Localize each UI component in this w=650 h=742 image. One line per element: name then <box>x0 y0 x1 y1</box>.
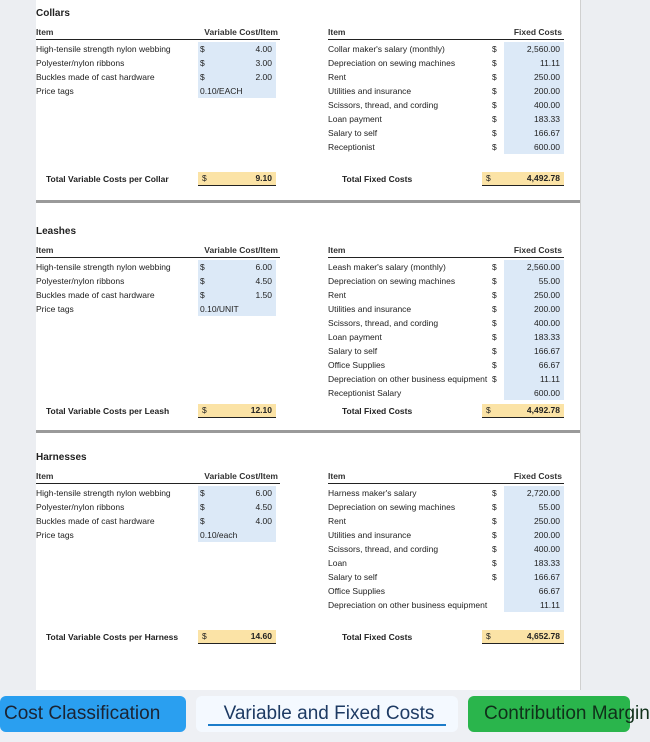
cost-value: 4.00 <box>255 44 272 54</box>
item-label: Loan payment <box>328 332 382 342</box>
item-label: Polyester/nylon ribbons <box>36 502 125 512</box>
tab-label: Variable and Fixed Costs <box>223 703 435 724</box>
variable-cost-row[interactable] <box>36 500 280 514</box>
item-label: Buckles made of cast hardware <box>36 72 155 82</box>
currency-symbol: $ <box>492 332 497 342</box>
item-label: Rent <box>328 290 346 300</box>
fixed-cost-row[interactable] <box>328 528 564 542</box>
variable-cost-row[interactable] <box>36 70 280 84</box>
cost-cell[interactable] <box>504 344 564 358</box>
currency-symbol: $ <box>492 142 497 152</box>
fixed-cost-row[interactable] <box>328 42 564 56</box>
currency-symbol: $ <box>200 276 205 286</box>
currency-symbol: $ <box>492 558 497 568</box>
cost-cell[interactable] <box>504 556 564 570</box>
fixed-cost-row[interactable] <box>328 386 564 400</box>
currency-symbol: $ <box>492 44 497 54</box>
item-label: Buckles made of cast hardware <box>36 516 155 526</box>
cost-value: 11.11 <box>539 600 560 610</box>
total-variable-cell[interactable] <box>198 172 276 186</box>
cost-section <box>36 452 580 642</box>
variable-item-header: Item <box>36 245 54 255</box>
currency-symbol: $ <box>492 516 497 526</box>
item-label: Depreciation on other business equipment <box>328 600 488 610</box>
cost-cell[interactable] <box>198 500 276 514</box>
item-label: Loan payment <box>328 114 382 124</box>
header-rule <box>36 483 280 484</box>
item-label: Harness maker's salary <box>328 488 417 498</box>
currency-symbol: $ <box>492 290 497 300</box>
fixed-cost-row[interactable] <box>328 56 564 70</box>
tab-contribution-margin[interactable] <box>468 696 650 732</box>
cost-value: 400.00 <box>534 100 560 110</box>
total-fixed-value: 4,492.78 <box>526 405 560 415</box>
variable-cost-row[interactable] <box>36 42 280 56</box>
currency-symbol: $ <box>492 100 497 110</box>
currency-symbol: $ <box>492 346 497 356</box>
currency-symbol: $ <box>200 44 205 54</box>
fixed-cost-header: Fixed Costs <box>513 245 562 255</box>
item-label: Buckles made of cast hardware <box>36 290 155 300</box>
item-label: High-tensile strength nylon webbing <box>36 44 171 54</box>
item-label: Leash maker's salary (monthly) <box>328 262 446 272</box>
cost-value: 1.50 <box>255 290 272 300</box>
cost-value: 400.00 <box>534 318 560 328</box>
currency-symbol: $ <box>492 502 497 512</box>
cost-value: 0.10/each <box>200 530 238 540</box>
cost-value: 4.50 <box>255 502 272 512</box>
cost-value: 55.00 <box>538 502 560 512</box>
currency-symbol: $ <box>202 405 207 415</box>
cost-cell[interactable] <box>504 584 564 598</box>
currency-symbol: $ <box>486 173 491 183</box>
total-fixed-cell[interactable] <box>482 630 564 644</box>
fixed-cost-row[interactable] <box>328 274 564 288</box>
currency-symbol: $ <box>200 58 205 68</box>
total-fixed-label: Total Fixed Costs <box>342 632 413 642</box>
item-label: Polyester/nylon ribbons <box>36 276 125 286</box>
cost-cell[interactable] <box>504 386 564 400</box>
cost-value: 11.11 <box>539 58 560 68</box>
total-variable-value: 12.10 <box>250 405 272 415</box>
section-divider <box>36 430 580 433</box>
cost-value: 3.00 <box>255 58 272 68</box>
cost-value: 200.00 <box>534 304 560 314</box>
total-fixed-value: 4,492.78 <box>526 173 560 183</box>
cost-value: 166.67 <box>534 572 560 582</box>
item-label: Office Supplies <box>328 586 386 596</box>
variable-cost-row[interactable] <box>36 486 280 500</box>
fixed-cost-row[interactable] <box>328 598 564 612</box>
total-fixed-cell[interactable] <box>482 404 564 418</box>
cost-cell[interactable] <box>504 98 564 112</box>
total-variable-cell[interactable] <box>198 404 276 418</box>
total-fixed-label: Total Fixed Costs <box>342 174 413 184</box>
cost-cell[interactable] <box>504 274 564 288</box>
total-variable-value: 14.60 <box>250 631 272 641</box>
cost-cell[interactable] <box>504 570 564 584</box>
cost-value: 66.67 <box>538 586 560 596</box>
currency-symbol: $ <box>492 488 497 498</box>
variable-cost-row[interactable] <box>36 302 280 316</box>
fixed-cost-row[interactable] <box>328 584 564 598</box>
variable-cost-row[interactable] <box>36 56 280 70</box>
fixed-cost-row[interactable] <box>328 70 564 84</box>
fixed-item-header: Item <box>328 245 346 255</box>
item-label: Price tags <box>36 530 74 540</box>
fixed-cost-row[interactable] <box>328 542 564 556</box>
currency-symbol: $ <box>200 488 205 498</box>
item-label: Polyester/nylon ribbons <box>36 58 125 68</box>
cost-value: 600.00 <box>534 142 560 152</box>
currency-symbol: $ <box>200 502 205 512</box>
cost-value: 2,560.00 <box>526 44 560 54</box>
fixed-cost-row[interactable] <box>328 570 564 584</box>
fixed-item-header: Item <box>328 471 346 481</box>
section-title: Leashes <box>36 226 77 237</box>
cost-cell[interactable] <box>198 70 276 84</box>
item-label: Depreciation on sewing machines <box>328 276 456 286</box>
cost-value: 166.67 <box>534 346 560 356</box>
cost-value: 166.67 <box>534 128 560 138</box>
cost-value: 2,720.00 <box>526 488 560 498</box>
cost-cell[interactable] <box>504 358 564 372</box>
cost-cell[interactable] <box>504 598 564 612</box>
variable-cost-header: Variable Cost/Item <box>204 245 278 255</box>
item-label: Price tags <box>36 86 74 96</box>
total-fixed-cell[interactable] <box>482 172 564 186</box>
currency-symbol: $ <box>492 544 497 554</box>
cost-value: 250.00 <box>534 516 560 526</box>
fixed-cost-row[interactable] <box>328 112 564 126</box>
cost-value: 55.00 <box>538 276 560 286</box>
cost-cell[interactable] <box>504 486 564 500</box>
item-label: Rent <box>328 72 346 82</box>
header-rule <box>328 257 564 258</box>
cost-value: 250.00 <box>534 72 560 82</box>
fixed-cost-row[interactable] <box>328 316 564 330</box>
header-rule <box>36 257 280 258</box>
currency-symbol: $ <box>492 572 497 582</box>
item-label: Rent <box>328 516 346 526</box>
cost-cell[interactable] <box>504 288 564 302</box>
fixed-cost-row[interactable] <box>328 288 564 302</box>
variable-cost-header: Variable Cost/Item <box>204 27 278 37</box>
variable-cost-row[interactable] <box>36 288 280 302</box>
cost-cell[interactable] <box>198 260 276 274</box>
currency-symbol: $ <box>200 290 205 300</box>
fixed-item-header: Item <box>328 27 346 37</box>
cost-cell[interactable] <box>504 84 564 98</box>
cost-cell[interactable] <box>504 112 564 126</box>
variable-item-header: Item <box>36 471 54 481</box>
cost-cell[interactable] <box>504 316 564 330</box>
variable-cost-row[interactable] <box>36 514 280 528</box>
currency-symbol: $ <box>200 262 205 272</box>
tab-label: Cost Classification <box>4 703 161 724</box>
item-label: High-tensile strength nylon webbing <box>36 488 171 498</box>
cost-cell[interactable] <box>504 260 564 274</box>
cost-cell[interactable] <box>504 542 564 556</box>
section-divider <box>36 200 580 203</box>
item-label: Salary to self <box>328 346 378 356</box>
fixed-cost-row[interactable] <box>328 514 564 528</box>
item-label: Scissors, thread, and cording <box>328 100 439 110</box>
total-variable-label: Total Variable Costs per Collar <box>46 174 169 184</box>
item-label: Scissors, thread, and cording <box>328 544 439 554</box>
currency-symbol: $ <box>486 405 491 415</box>
cost-value: 11.11 <box>539 374 560 384</box>
tab-cost-classification[interactable] <box>0 696 186 732</box>
cost-value: 183.33 <box>534 114 560 124</box>
currency-symbol: $ <box>492 318 497 328</box>
cost-section <box>36 8 580 198</box>
item-label: Salary to self <box>328 128 378 138</box>
fixed-cost-row[interactable] <box>328 372 564 386</box>
cost-cell[interactable] <box>504 330 564 344</box>
currency-symbol: $ <box>492 360 497 370</box>
cost-cell[interactable] <box>504 56 564 70</box>
variable-item-header: Item <box>36 27 54 37</box>
cost-value: 200.00 <box>534 530 560 540</box>
cost-cell[interactable] <box>198 288 276 302</box>
item-label: Price tags <box>36 304 74 314</box>
tab-label: Contribution Margin <box>484 703 650 724</box>
fixed-cost-row[interactable] <box>328 126 564 140</box>
fixed-cost-row[interactable] <box>328 330 564 344</box>
cost-value: 2,560.00 <box>526 262 560 272</box>
variable-cost-row[interactable] <box>36 84 280 98</box>
currency-symbol: $ <box>492 58 497 68</box>
cost-cell[interactable] <box>504 70 564 84</box>
cost-cell[interactable] <box>198 528 276 542</box>
spreadsheet-sheet <box>36 0 581 690</box>
currency-symbol: $ <box>492 114 497 124</box>
item-label: Depreciation on sewing machines <box>328 58 456 68</box>
cost-value: 6.00 <box>255 488 272 498</box>
cost-cell[interactable] <box>504 126 564 140</box>
fixed-cost-row[interactable] <box>328 84 564 98</box>
fixed-cost-row[interactable] <box>328 486 564 500</box>
cost-cell[interactable] <box>504 528 564 542</box>
cost-cell[interactable] <box>198 514 276 528</box>
cost-cell[interactable] <box>504 302 564 316</box>
cost-value: 183.33 <box>534 332 560 342</box>
header-rule <box>328 39 564 40</box>
total-fixed-value: 4,652.78 <box>526 631 560 641</box>
variable-cost-header: Variable Cost/Item <box>204 471 278 481</box>
cost-value: 0.10/UNIT <box>200 304 239 314</box>
section-title: Harnesses <box>36 452 87 463</box>
currency-symbol: $ <box>202 173 207 183</box>
variable-cost-row[interactable] <box>36 528 280 542</box>
cost-cell[interactable] <box>504 42 564 56</box>
item-label: Utilities and insurance <box>328 530 412 540</box>
cost-value: 183.33 <box>534 558 560 568</box>
total-variable-label: Total Variable Costs per Harness <box>46 632 179 642</box>
currency-symbol: $ <box>202 631 207 641</box>
total-variable-cell[interactable] <box>198 630 276 644</box>
currency-symbol: $ <box>492 262 497 272</box>
fixed-cost-row[interactable] <box>328 98 564 112</box>
item-label: Scissors, thread, and cording <box>328 318 439 328</box>
currency-symbol: $ <box>492 128 497 138</box>
item-label: Salary to self <box>328 572 378 582</box>
fixed-cost-row[interactable] <box>328 344 564 358</box>
cost-cell[interactable] <box>198 42 276 56</box>
cost-cell[interactable] <box>198 84 276 98</box>
currency-symbol: $ <box>492 304 497 314</box>
sheet-tab-bar <box>0 690 650 742</box>
currency-symbol: $ <box>492 86 497 96</box>
item-label: Loan <box>328 558 347 568</box>
header-rule <box>36 39 280 40</box>
active-tab-indicator <box>208 724 446 726</box>
currency-symbol: $ <box>200 516 205 526</box>
section-title: Collars <box>36 8 70 19</box>
cost-value: 2.00 <box>255 72 272 82</box>
item-label: Office Supplies <box>328 360 386 370</box>
item-label: Receptionist Salary <box>328 388 402 398</box>
cost-value: 400.00 <box>534 544 560 554</box>
fixed-cost-row[interactable] <box>328 358 564 372</box>
cost-value: 0.10/EACH <box>200 86 243 96</box>
cost-cell[interactable] <box>504 514 564 528</box>
cost-value: 200.00 <box>534 86 560 96</box>
cost-cell[interactable] <box>198 274 276 288</box>
currency-symbol: $ <box>200 72 205 82</box>
cost-cell[interactable] <box>504 500 564 514</box>
cost-value: 6.00 <box>255 262 272 272</box>
fixed-cost-header: Fixed Costs <box>513 27 562 37</box>
cost-cell[interactable] <box>198 486 276 500</box>
cost-cell[interactable] <box>504 372 564 386</box>
fixed-cost-row[interactable] <box>328 556 564 570</box>
cost-cell[interactable] <box>198 302 276 316</box>
fixed-cost-row[interactable] <box>328 140 564 154</box>
fixed-cost-row[interactable] <box>328 500 564 514</box>
cost-value: 4.00 <box>255 516 272 526</box>
variable-cost-row[interactable] <box>36 274 280 288</box>
cost-section <box>36 226 580 416</box>
total-variable-value: 9.10 <box>255 173 272 183</box>
variable-cost-row[interactable] <box>36 260 280 274</box>
fixed-cost-row[interactable] <box>328 302 564 316</box>
item-label: Utilities and insurance <box>328 86 412 96</box>
currency-symbol: $ <box>492 530 497 540</box>
cost-cell[interactable] <box>504 140 564 154</box>
cost-value: 4.50 <box>255 276 272 286</box>
item-label: High-tensile strength nylon webbing <box>36 262 171 272</box>
cost-value: 250.00 <box>534 290 560 300</box>
currency-symbol: $ <box>492 374 497 384</box>
cost-value: 600.00 <box>534 388 560 398</box>
total-fixed-label: Total Fixed Costs <box>342 406 413 416</box>
fixed-cost-row[interactable] <box>328 260 564 274</box>
currency-symbol: $ <box>486 631 491 641</box>
total-variable-label: Total Variable Costs per Leash <box>46 406 170 416</box>
item-label: Collar maker's salary (monthly) <box>328 44 445 54</box>
item-label: Depreciation on sewing machines <box>328 502 456 512</box>
item-label: Receptionist <box>328 142 375 152</box>
cost-cell[interactable] <box>198 56 276 70</box>
cost-value: 66.67 <box>538 360 560 370</box>
item-label: Utilities and insurance <box>328 304 412 314</box>
header-rule <box>328 483 564 484</box>
item-label: Depreciation on other business equipment <box>328 374 488 384</box>
currency-symbol: $ <box>492 276 497 286</box>
currency-symbol: $ <box>492 72 497 82</box>
fixed-cost-header: Fixed Costs <box>513 471 562 481</box>
tab-variable-and-fixed-costs[interactable] <box>196 696 458 732</box>
